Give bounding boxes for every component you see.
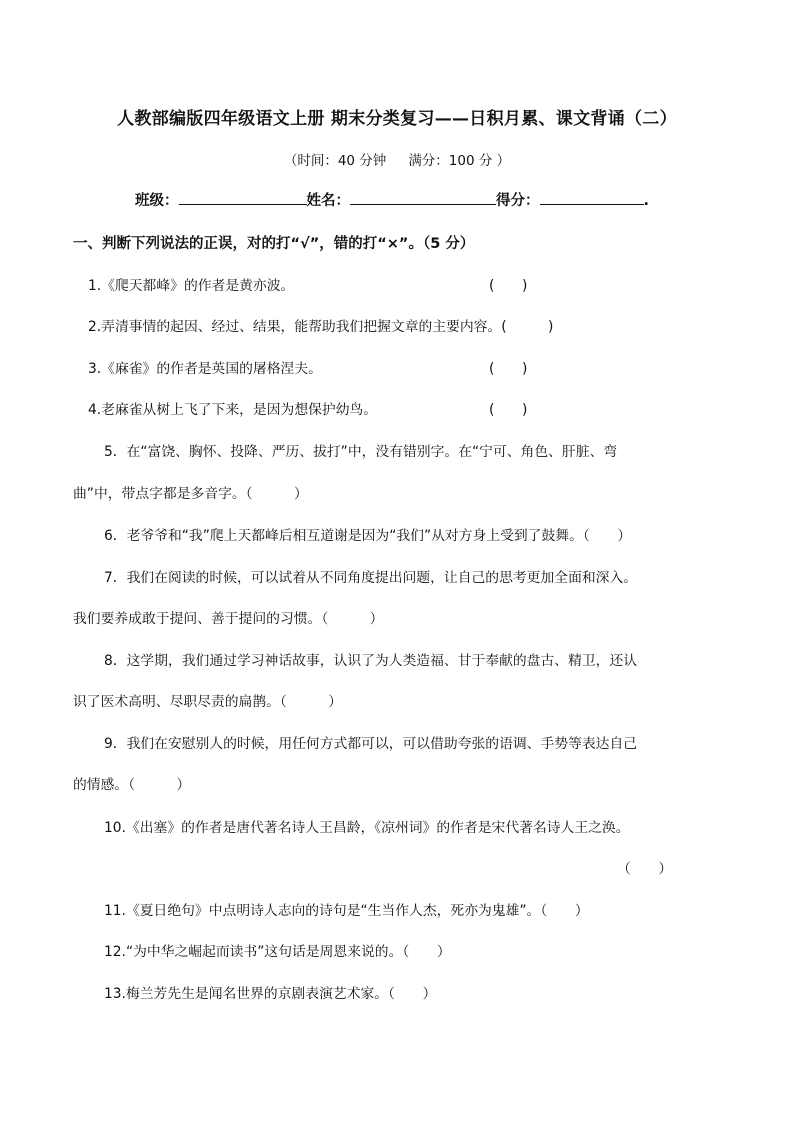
question-12: 12.“为中华之崛起而读书”这句话是周恩来说的。（ ） [104,944,451,960]
answer-paren-10[interactable]: （ ） [617,861,673,877]
question-11: 11.《夏日绝句》中点明诗人志向的诗句是“生当作人杰，死亦为鬼雄”。（ ） [104,903,589,919]
exam-meta [0,149,794,169]
question-13: 13.梅兰芳先生是闻名世界的京剧表演艺术家。（ ） [104,986,437,1002]
answer-paren-4[interactable]: ( ) [489,402,528,418]
student-info-row [135,189,649,210]
question-10: 10.《出塞》的作者是唐代著名诗人王昌龄，《凉州词》的作者是宋代著名诗人王之涣。 [104,820,630,836]
question-3: 3.《麻雀》的作者是英国的屠格涅夫。 [88,361,322,377]
question-9-line-2: 的情感。（ ） [73,777,191,793]
question-5-line-2: 曲”中，带点字都是多音字。（ ） [73,486,308,502]
answer-paren-3[interactable]: ( ) [489,361,528,377]
time-limit: （时间：40 分钟 [283,153,387,169]
info-end: . [643,193,650,209]
question-2: 2.弄清事情的起因、经过、结果，能帮助我们把握文章的主要内容。( ) [88,319,554,335]
score-label: 得分： [496,193,540,209]
class-field[interactable] [179,190,307,205]
question-6: 6．老爷爷和“我”爬上天都峰后相互道谢是因为“我们”从对方身上受到了鼓舞。（ ） [104,528,632,544]
name-label: 姓名： [306,193,350,209]
question-4: 4.老麻雀从树上飞了下来，是因为想保护幼鸟。 [88,402,378,418]
score-field[interactable] [540,190,644,205]
page-title: 人教部编版四年级语文上册 期末分类复习——日积月累、课文背诵（二） [117,109,677,129]
question-8-line-1: 8．这学期，我们通过学习神话故事，认识了为人类造福、甘于奉献的盘古、精卫，还认 [104,653,638,669]
section-heading: 一、判断下列说法的正误，对的打“√”，错的打“×”。（5 分） [73,236,475,252]
question-5-line-1: 5．在“富饶、胸怀、投降、严历、拔打”中，没有错别字。在“宁可、角色、肝脏、弯 [104,444,618,460]
answer-paren-1[interactable]: ( ) [489,278,528,294]
class-label: 班级： [135,193,179,209]
question-7-line-1: 7．我们在阅读的时候，可以试着从不同角度提出问题，让自己的思考更加全面和深入。 [104,570,638,586]
total-score: 满分：100 分 ） [408,153,511,169]
question-7-line-2: 我们要养成敢于提问、善于提问的习惯。（ ） [73,611,384,627]
question-9-line-1: 9．我们在安慰别人的时候，用任何方式都可以，可以借助夸张的语调、手势等表达自己 [104,736,638,752]
question-1 [88,274,294,294]
question-text: 1.《爬天都峰》的作者是黄亦波。 [88,278,295,294]
question-8-line-2: 识了医术高明、尽职尽责的扁鹊。（ ） [73,694,343,710]
name-field[interactable] [350,190,496,205]
